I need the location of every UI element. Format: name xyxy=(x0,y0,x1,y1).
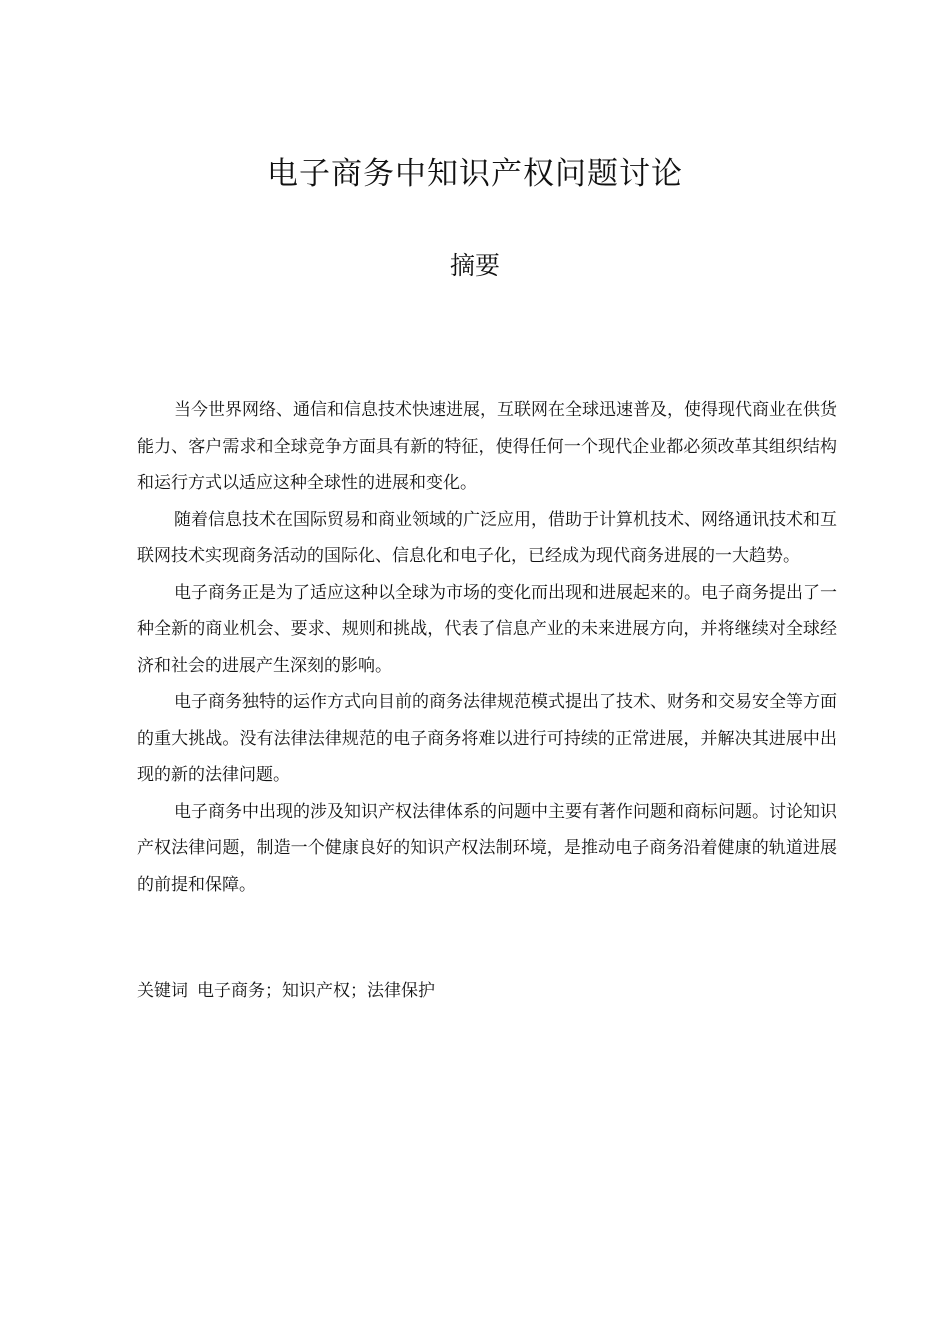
abstract-paragraph-5: 电子商务中出现的涉及知识产权法律体系的问题中主要有著作问题和商标问题。讨论知识产权法律问题，制造一个健康良好的知识产权法制环境，是推动电子商务沿着健康的轨道进展的前提和保障。 xyxy=(137,801,837,895)
keywords-line xyxy=(137,973,435,1009)
abstract-paragraph-1: 当今世界网络、通信和信息技术快速进展，互联网在全球迅速普及，使得现代商业在供货能力、客户需求和全球竞争方面具有新的特征，使得任何一个现代企业都必须改革其组织结构和运行方式以适应这种全球性的进展和变化。 xyxy=(137,400,837,493)
abstract-heading: 摘要 xyxy=(449,251,500,280)
abstract-paragraph-3: 电子商务正是为了适应这种以全球为市场的变化而出现和进展起来的。电子商务提出了一种全新的商业机会、要求、规则和挑战，代表了信息产业的未来进展方向，并将继续对全球经济和社会的进展产生深刻的影响。 xyxy=(137,582,837,676)
abstract-paragraph-2: 随着信息技术在国际贸易和商业领域的广泛应用，借助于计算机技术、网络通讯技术和互联网技术实现商务活动的国际化、信息化和电子化，已经成为现代商务进展的一大趋势。 xyxy=(137,509,837,566)
keywords-value: 电子商务；知识产权；法律保护 xyxy=(197,981,435,1001)
document-title: 电子商务中知识产权问题讨论 xyxy=(267,156,683,192)
abstract-body xyxy=(137,392,837,903)
abstract-paragraph-4: 电子商务独特的运作方式向目前的商务法律规范模式提出了技术、财务和交易安全等方面的重大挑战。没有法律法律规范的电子商务将难以进行可持续的正常进展，并解决其进展中出现的新的法律问题。 xyxy=(137,692,837,785)
keywords-label: 关键词 xyxy=(137,981,188,1001)
